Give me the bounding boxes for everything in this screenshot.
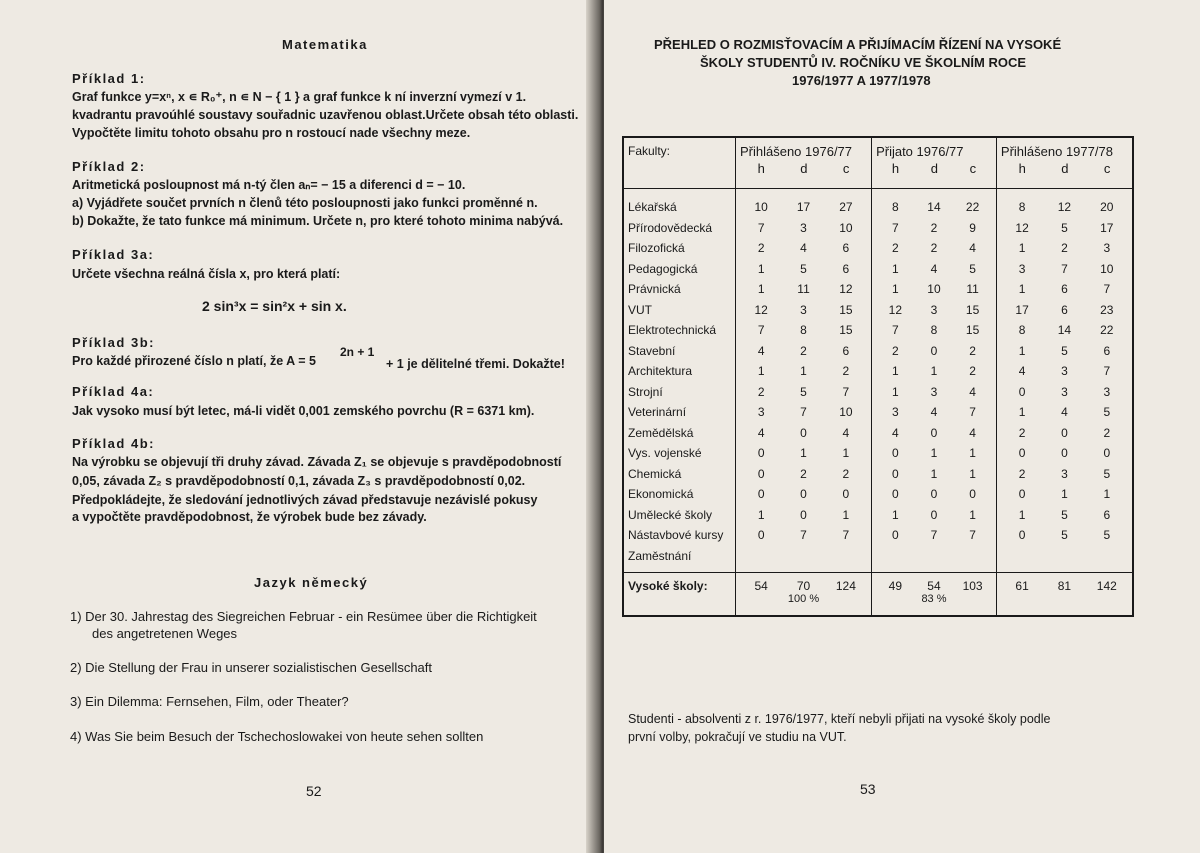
table-cell: 20 — [1100, 200, 1114, 214]
german-topic-4: 4) Was Sie beim Besuch der Tschechoslowakei von heute sehen sollten — [70, 729, 484, 744]
table-row-values — [1001, 361, 1128, 382]
table-cell: 8 — [1018, 323, 1026, 337]
table-cell: 2 — [930, 220, 938, 235]
faculty-name: Stavební — [628, 343, 676, 358]
table-cell: 4 — [757, 425, 765, 440]
table-cell: 12 — [1015, 220, 1029, 235]
faculty-name: Strojní — [628, 384, 663, 399]
table-cell: 0 — [892, 487, 899, 501]
faculty-name: Přírodovědecká — [628, 220, 713, 235]
problem-4b-line-3: Předpokládejte, že sledování jednotlivých závad představuje nezávislé pokusy — [72, 493, 538, 507]
table-cell: 4 — [969, 241, 976, 255]
title-line-3: 1976/1977 A 1977/1978 — [792, 73, 931, 88]
table-cell: 10 — [839, 220, 853, 235]
table-row-values — [876, 259, 992, 280]
table-row-values — [740, 341, 867, 362]
faculty-name: Lékařská — [628, 200, 677, 214]
table-cell: 1 — [969, 466, 976, 481]
table-header-row — [623, 137, 1133, 189]
table-cell: 1 — [1103, 487, 1111, 501]
table-cell: 1 — [1018, 343, 1026, 358]
page-number-right: 53 — [860, 781, 876, 797]
table-cell: 6 — [1061, 302, 1068, 317]
table-cell: 1 — [892, 384, 899, 399]
faculty-name: Ekonomická — [628, 487, 694, 501]
table-row-values — [740, 218, 867, 239]
left-page — [0, 0, 598, 853]
table-cell: 5 — [800, 384, 807, 399]
german-topic-2: 2) Die Stellung der Frau in unserer sozialistischen Gesellschaft — [70, 660, 433, 675]
table-cell: 2 — [842, 466, 850, 481]
table-row-values — [876, 443, 992, 464]
table-row-values — [740, 197, 867, 218]
table-cell: 0 — [757, 528, 765, 542]
table-body-row — [623, 189, 1133, 573]
accepted-1976-column — [872, 189, 997, 573]
table-cell: 7 — [892, 323, 899, 337]
table-cell: 6 — [842, 261, 850, 276]
table-row-values — [740, 300, 867, 321]
section-heading-mathematics: Matematika — [282, 37, 368, 52]
table-row-values — [876, 218, 992, 239]
problem-2-line-2: a) Vyjádřete součet prvních n členů této posloupnosti jako funkci proměnné n. — [72, 196, 538, 210]
table-cell: 7 — [969, 528, 976, 542]
table-cell: 2 — [800, 343, 807, 358]
table-row-values — [1001, 259, 1128, 280]
table-cell: 2 — [800, 466, 807, 481]
table-cell: 27 — [839, 200, 853, 214]
table-cell: 3 — [1103, 241, 1111, 255]
table-cell: 0 — [892, 528, 899, 542]
table-cell: 0 — [800, 487, 807, 501]
table-cell: 8 — [800, 323, 807, 337]
table-cell: 0 — [757, 487, 765, 501]
table-cell: 5 — [1061, 528, 1068, 542]
table-cell: 12 — [839, 282, 853, 296]
header-faculty: Fakulty: — [623, 137, 735, 189]
table-cell: 1 — [930, 466, 938, 481]
title-line-1: PŘEHLED O ROZMISŤOVACÍM A PŘIJÍMACÍM ŘÍZENÍ NA VYSOKÉ — [654, 37, 1062, 52]
table-cell: 1 — [1018, 282, 1026, 296]
table-row-values — [740, 361, 867, 382]
table-cell: 0 — [842, 487, 850, 501]
table-cell: 0 — [892, 466, 899, 481]
footnote-line-1: Studenti - absolventi z r. 1976/1977, kteří nebyli přijati na vysoké školy podle — [628, 712, 1051, 726]
table-row-values — [1001, 402, 1128, 423]
faculty-name: Umělecké školy — [628, 507, 713, 522]
table-row-values — [1001, 238, 1128, 259]
table-cell: 1 — [800, 446, 807, 460]
table-cell: 17 — [1015, 302, 1029, 317]
problem-2-title: Příklad 2: — [72, 159, 146, 174]
table-cell: 7 — [842, 528, 850, 542]
problem-1-title: Příklad 1: — [72, 71, 146, 86]
problem-1-line-3: Vypočtěte limitu tohoto obsahu pro n rostoucí nade všechny meze. — [72, 126, 471, 140]
table-cell: 10 — [927, 282, 941, 296]
table-row-values — [740, 238, 867, 259]
table-cell: 2 — [1103, 425, 1111, 440]
percent-accepted-1976: 83 % — [921, 593, 947, 605]
table-row-values — [740, 423, 867, 444]
header-applied-1977: Přihlášeno 1977/78 h d c — [996, 137, 1133, 189]
table-cell: 22 — [965, 200, 980, 214]
table-cell: 6 — [1061, 282, 1068, 296]
table-cell: 3 — [1061, 466, 1068, 481]
faculty-name: Zemědělská — [628, 425, 694, 440]
table-cell: 4 — [930, 405, 938, 419]
table-cell: 14 — [1057, 323, 1072, 337]
table-cell: 11 — [966, 282, 979, 296]
table-cell: 3 — [757, 405, 765, 419]
table-cell: 1 — [757, 282, 765, 296]
table-row-values — [876, 525, 992, 546]
table-cell: 3 — [892, 405, 899, 419]
table-cell: 2 — [757, 241, 765, 255]
applied-1977-column — [996, 189, 1133, 573]
table-cell: 7 — [757, 220, 765, 235]
table-row-values — [1001, 197, 1128, 218]
faculty-name: Filozofická — [628, 241, 685, 255]
table-row-values — [876, 361, 992, 382]
table-cell: 1 — [757, 364, 765, 378]
table-cell: 3 — [1103, 384, 1111, 399]
table-cell: 1 — [842, 507, 850, 522]
table-row-values — [876, 382, 992, 403]
faculty-name: VUT — [628, 302, 652, 317]
total-label: Vysoké školy: — [623, 573, 735, 617]
table-cell: 0 — [930, 487, 938, 501]
table-cell: 5 — [1103, 466, 1111, 481]
table-cell: 4 — [1061, 405, 1068, 419]
table-cell: 2 — [930, 241, 938, 255]
table-cell: 0 — [1018, 446, 1026, 460]
table-cell: 1 — [892, 364, 899, 378]
table-cell: 14 — [927, 200, 941, 214]
table-row-values — [876, 279, 992, 300]
table-row-values — [1001, 484, 1128, 505]
table-row-values — [1001, 423, 1128, 444]
faculty-name: Právnická — [628, 282, 681, 296]
problem-3b-exponent: 2n + 1 — [340, 345, 375, 359]
table-cell: 1 — [1018, 507, 1026, 522]
table-cell: 1 — [1018, 241, 1026, 255]
table-cell: 0 — [1018, 487, 1026, 501]
problem-2-line-3: b) Dokažte, že tato funkce má minimum. Určete n, pro které tohoto minima nabývá. — [72, 214, 564, 228]
title-line-2: ŠKOLY STUDENTŮ IV. ROČNÍKU VE ŠKOLNÍM ROCE — [700, 55, 1027, 70]
table-row-values — [1001, 341, 1128, 362]
problem-3a-line-1: Určete všechna reálná čísla x, pro která platí: — [72, 267, 341, 281]
table-cell: 0 — [930, 507, 938, 522]
problem-3b-title: Příklad 3b: — [72, 335, 155, 350]
faculty-name: Nástavbové kursy — [628, 528, 724, 542]
percent-applied-1976: 100 % — [787, 593, 820, 605]
table-row-values — [876, 300, 992, 321]
table-cell: 12 — [1057, 200, 1072, 214]
table-cell: 4 — [892, 425, 899, 440]
table-row-values — [740, 320, 867, 341]
table-cell: 11 — [797, 282, 810, 296]
total-accepted-1976: 49 54 103 83 % — [872, 573, 997, 617]
table-cell: 3 — [930, 384, 938, 399]
table-cell: 0 — [1103, 446, 1111, 460]
table-cell: 8 — [892, 200, 899, 214]
problem-4b-title: Příklad 4b: — [72, 436, 155, 451]
table-cell: 1 — [757, 507, 765, 522]
faculty-name: Zaměstnání — [628, 548, 692, 563]
table-cell: 3 — [1018, 261, 1026, 276]
table-cell: 1 — [892, 261, 899, 276]
table-cell: 10 — [839, 405, 853, 419]
table-cell: 3 — [1061, 364, 1068, 378]
table-cell: 5 — [969, 261, 976, 276]
table-row-values — [740, 279, 867, 300]
table-cell: 2 — [892, 343, 899, 358]
page-number-left: 52 — [306, 783, 322, 799]
table-cell: 4 — [969, 425, 976, 440]
table-cell: 7 — [800, 405, 807, 419]
table-cell: 0 — [757, 446, 765, 460]
faculty-name: Elektrotechnická — [628, 323, 717, 337]
admissions-table — [622, 136, 1134, 617]
table-row-values — [1001, 443, 1128, 464]
applied-1976-column — [735, 189, 871, 573]
table-cell: 15 — [965, 323, 980, 337]
problem-3b-line-1: Pro každé přirozené číslo n platí, že A = 5 — [72, 354, 316, 368]
table-row-values — [1001, 218, 1128, 239]
table-cell: 2 — [969, 343, 976, 358]
faculty-column — [623, 189, 735, 573]
problem-1-line-1: Graf funkce y=xⁿ, x ∊ R₀⁺, n ∊ N − { 1 } a graf funkce k ní inverzní vymezí v 1. — [72, 90, 527, 104]
german-topic-1-line-2: des angetretenen Weges — [92, 626, 238, 641]
problem-3a-equation: 2 sin³x = sin²x + sin x. — [202, 298, 347, 314]
table-cell: 7 — [757, 323, 765, 337]
table-row-values — [876, 484, 992, 505]
table-row-values — [740, 443, 867, 464]
table-cell: 5 — [1061, 343, 1068, 358]
problem-3b-line-1b: + 1 je dělitelné třemi. Dokažte! — [386, 357, 565, 371]
right-page — [604, 0, 1200, 853]
table-cell: 6 — [1103, 507, 1111, 522]
table-cell: 4 — [969, 384, 976, 399]
table-cell: 15 — [965, 302, 980, 317]
table-row-values — [876, 402, 992, 423]
table-row-values — [740, 382, 867, 403]
table-cell: 6 — [842, 343, 850, 358]
problem-4b-line-4: a vypočtěte pravděpodobnost, že výrobek bude bez závady. — [72, 510, 427, 524]
table-cell: 0 — [930, 425, 938, 440]
table-cell: 1 — [969, 507, 976, 522]
table-cell: 5 — [1103, 528, 1111, 542]
table-cell: 0 — [800, 425, 807, 440]
table-cell: 0 — [892, 446, 899, 460]
table-cell: 2 — [1061, 241, 1068, 255]
german-topic-1-line-1: 1) Der 30. Jahrestag des Siegreichen Februar - ein Resümee über die Richtigkeit — [70, 609, 537, 624]
problem-3a-title: Příklad 3a: — [72, 247, 155, 262]
table-cell: 4 — [1018, 364, 1026, 378]
table-cell: 0 — [757, 466, 765, 481]
table-total-row — [623, 573, 1133, 617]
table-cell: 7 — [1103, 364, 1111, 378]
table-cell: 3 — [800, 302, 807, 317]
table-cell: 22 — [1100, 323, 1114, 337]
table-row-values — [876, 341, 992, 362]
table-cell: 1 — [842, 446, 850, 460]
table-cell: 2 — [1018, 425, 1026, 440]
table-cell: 7 — [842, 384, 850, 399]
table-cell: 6 — [1103, 343, 1111, 358]
table-cell: 3 — [1061, 384, 1068, 399]
footnote-line-2: první volby, pokračují ve studiu na VUT. — [628, 730, 847, 744]
table-row-values — [1001, 300, 1128, 321]
table-row-values — [740, 402, 867, 423]
faculty-name: Veterinární — [628, 405, 687, 419]
table-row-values — [1001, 320, 1128, 341]
problem-4b-line-1: Na výrobku se objevují tři druhy závad. Závada Z₁ se objevuje s pravděpodobností — [72, 455, 562, 469]
table-row-values — [740, 505, 867, 526]
table-cell: 2 — [757, 384, 765, 399]
table-cell: 4 — [930, 261, 938, 276]
table-cell: 5 — [1061, 507, 1068, 522]
table-row-values — [876, 505, 992, 526]
table-cell: 17 — [796, 200, 811, 214]
table-row-values — [876, 464, 992, 485]
table-cell: 8 — [930, 323, 938, 337]
table-cell: 2 — [1018, 466, 1026, 481]
table-cell: 1 — [969, 446, 976, 460]
table-cell: 1 — [757, 261, 765, 276]
total-applied-1976: 54 70 124 100 % — [735, 573, 871, 617]
header-accepted-1976: Přijato 1976/77 h d c — [872, 137, 997, 189]
table-cell: 17 — [1100, 220, 1114, 235]
table-cell: 7 — [892, 220, 899, 235]
problem-4a-line-1: Jak vysoko musí být letec, má-li vidět 0,001 zemského povrchu (R = 6371 km). — [72, 404, 535, 418]
table-cell: 1 — [930, 364, 938, 378]
faculty-name: Architektura — [628, 364, 693, 378]
table-cell: 23 — [1100, 302, 1114, 317]
table-cell: 0 — [1018, 528, 1026, 542]
table-cell: 1 — [1018, 405, 1026, 419]
table-cell: 0 — [1061, 425, 1068, 440]
table-cell: 10 — [754, 200, 768, 214]
table-row-values — [1001, 505, 1128, 526]
table-cell: 1 — [800, 364, 807, 378]
table-cell: 1 — [1061, 487, 1068, 501]
faculty-name: Chemická — [628, 466, 682, 481]
problem-4b-line-2: 0,05, závada Z₂ s pravděpodobností 0,1, závada Z₃ s pravděpodobností 0,02. — [72, 474, 526, 488]
table-cell: 1 — [930, 446, 938, 460]
table-cell: 0 — [1018, 384, 1026, 399]
faculty-name: Pedagogická — [628, 261, 698, 276]
table-row-values — [1001, 279, 1128, 300]
table-cell: 8 — [1018, 200, 1026, 214]
table-cell: 4 — [842, 425, 850, 440]
table-cell: 9 — [969, 220, 976, 235]
table-row-values — [740, 484, 867, 505]
section-heading-german: Jazyk německý — [254, 575, 369, 590]
table-cell: 1 — [892, 507, 899, 522]
table-row-values — [740, 525, 867, 546]
header-applied-1976: Přihlášeno 1976/77 h d c — [735, 137, 871, 189]
table-row-values — [1001, 464, 1128, 485]
table-cell: 7 — [1061, 261, 1068, 276]
table-row-values — [876, 197, 992, 218]
table-cell: 5 — [1061, 220, 1068, 235]
table-row-values — [1001, 382, 1128, 403]
table-cell: 3 — [930, 302, 938, 317]
table-cell: 15 — [839, 302, 853, 317]
table-cell: 5 — [1103, 405, 1111, 419]
table-cell: 6 — [842, 241, 850, 255]
table-cell: 0 — [800, 507, 807, 522]
table-row-values — [740, 464, 867, 485]
table-cell: 0 — [969, 487, 976, 501]
table-row-values — [1001, 525, 1128, 546]
problem-4a-title: Příklad 4a: — [72, 384, 155, 399]
table-row-values — [876, 423, 992, 444]
table-row-values — [876, 238, 992, 259]
table-cell: 10 — [1100, 261, 1114, 276]
table-cell: 3 — [800, 220, 807, 235]
table-cell: 0 — [1061, 446, 1068, 460]
table-cell: 4 — [800, 241, 807, 255]
table-row-values — [876, 320, 992, 341]
table-cell: 4 — [757, 343, 765, 358]
german-topic-3: 3) Ein Dilemma: Fernsehen, Film, oder Theater? — [70, 694, 349, 709]
table-cell: 7 — [1103, 282, 1111, 296]
table-cell: 2 — [969, 364, 976, 378]
problem-2-line-1: Aritmetická posloupnost má n-tý člen aₙ= − 15 a diferenci d = − 10. — [72, 178, 466, 192]
faculty-name: Vys. vojenské — [628, 446, 702, 460]
table-cell: 1 — [892, 282, 899, 296]
table-row-values — [740, 259, 867, 280]
problem-1-line-2: kvadrantu pravoúhlé soustavy souřadnic uzavřenou oblast.Určete obsah této oblasti. — [72, 108, 579, 122]
table-cell: 12 — [888, 302, 903, 317]
table-cell: 5 — [800, 261, 807, 276]
total-applied-1977: 61 81 142 — [996, 573, 1133, 617]
table-cell: 2 — [892, 241, 899, 255]
table-cell: 0 — [930, 343, 938, 358]
table-cell: 7 — [930, 528, 938, 542]
table-cell: 12 — [754, 302, 768, 317]
table-cell: 7 — [969, 405, 976, 419]
table-cell: 7 — [800, 528, 807, 542]
table-cell: 2 — [842, 364, 850, 378]
table-cell: 15 — [839, 323, 853, 337]
